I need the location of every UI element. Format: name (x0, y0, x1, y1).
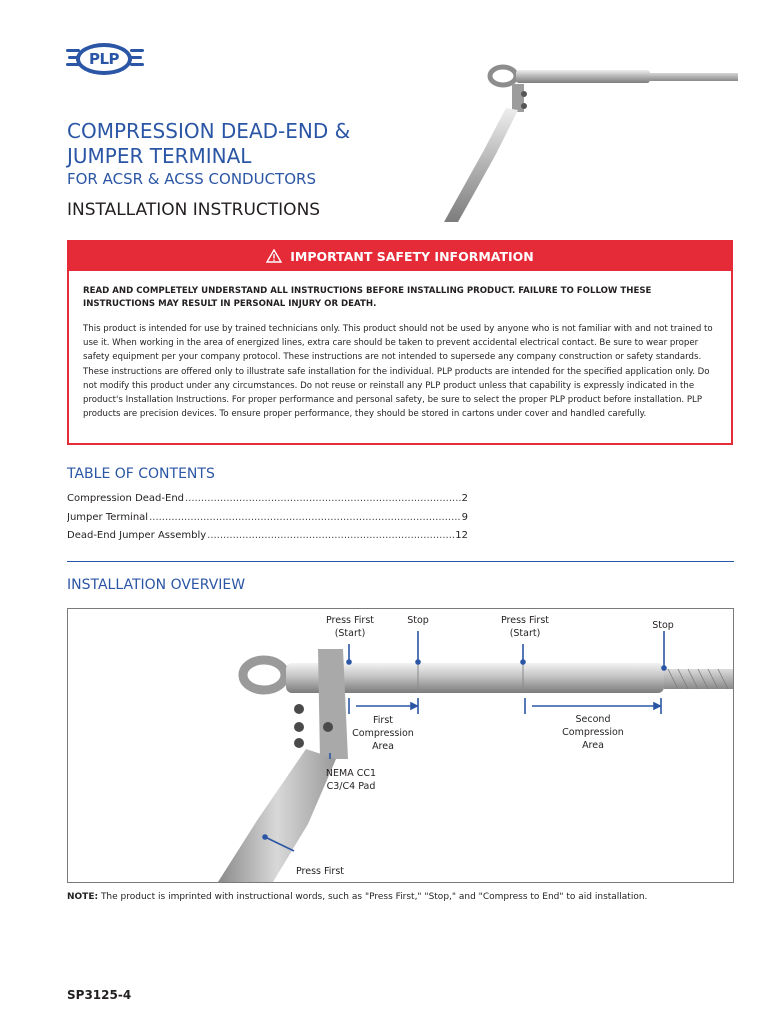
overview-title: INSTALLATION OVERVIEW (67, 577, 246, 593)
toc-leader (185, 493, 461, 504)
doc-type-heading: INSTALLATION INSTRUCTIONS (67, 200, 321, 220)
label-stop-2: Stop (652, 620, 674, 631)
page-title: COMPRESSION DEAD-END & JUMPER TERMINAL (67, 119, 351, 168)
label-press-first-start-2: Press First (Start) (500, 615, 549, 639)
label-press-first-jumper: Press First (295, 866, 344, 877)
label-press-first-start-1: Press First (Start) (325, 615, 374, 639)
safety-header (69, 242, 731, 271)
label-first-compression-area: First Compression Area (352, 715, 414, 752)
toc-item-dead-end-jumper-assembly[interactable] (67, 530, 468, 544)
toc-item-label: Compression Dead-End (67, 493, 185, 504)
note-body: The product is imprinted with instructional words, such as "Press First," "Stop," and "Compress to End" to aid installation. (98, 892, 648, 902)
label-nema-pad: NEMA CC1 C3/C4 Pad (325, 768, 377, 792)
doc-number: SP3125-4 (67, 988, 132, 1002)
warning-icon (266, 249, 282, 263)
product-photo (438, 62, 738, 222)
logo-text: PLP (76, 43, 132, 75)
toc-item-page: 2 (461, 493, 468, 504)
plp-logo (66, 40, 146, 80)
label-second-compression-area: Second Compression Area (562, 714, 624, 751)
safety-heading: IMPORTANT SAFETY INFORMATION (290, 249, 534, 264)
toc-item-label: Dead-End Jumper Assembly (67, 530, 207, 541)
toc-title: TABLE OF CONTENTS (67, 466, 215, 482)
safety-body: This product is intended for use by trained technicians only. This product should not be used by anyone who is not familiar with and not trained to use it. When working in the area of energized lines, extra care should be taken to prevent accidental electrical contact. Be sure to wear proper safety equipment per your company protocol. These instructions are not intended to supersede any company construction or safety standards. These instructions are offered only to illustrate safe installation for the individual. PLP products are intended for the specified application only. Do not modify this product under any circumstances. Do not reuse or reinstall any PLP product unless that capability is expressly indicated in the product's Installation Instructions. For proper performance and personal safety, be sure to select the proper PLP product before installation. PLP products are precision devices. To ensure proper performance, they should be stored in cartons under cover and handled carefully. (83, 324, 713, 420)
note-label: NOTE: (67, 892, 99, 902)
toc-item-page: 12 (455, 530, 468, 541)
toc-item-compression-dead-end[interactable] (67, 493, 468, 507)
toc-item-page: 9 (461, 512, 468, 523)
toc-item-jumper-terminal[interactable] (67, 512, 468, 526)
toc-leader (207, 530, 454, 541)
section-divider (67, 561, 734, 562)
safety-box (67, 240, 733, 445)
label-stop-1: Stop (407, 615, 429, 626)
page-subtitle: FOR ACSR & ACSS CONDUCTORS (67, 170, 316, 188)
overview-figure (67, 608, 734, 883)
toc-leader (149, 512, 461, 523)
toc-item-label: Jumper Terminal (67, 512, 149, 523)
note-text (67, 892, 734, 902)
safety-warning: READ AND COMPLETELY UNDERSTAND ALL INSTRUCTIONS BEFORE INSTALLING PRODUCT. FAILURE TO FOLLOW THESE INSTRUCTIONS MAY RESULT IN PERSONAL INJURY OR DEATH. (83, 286, 652, 309)
